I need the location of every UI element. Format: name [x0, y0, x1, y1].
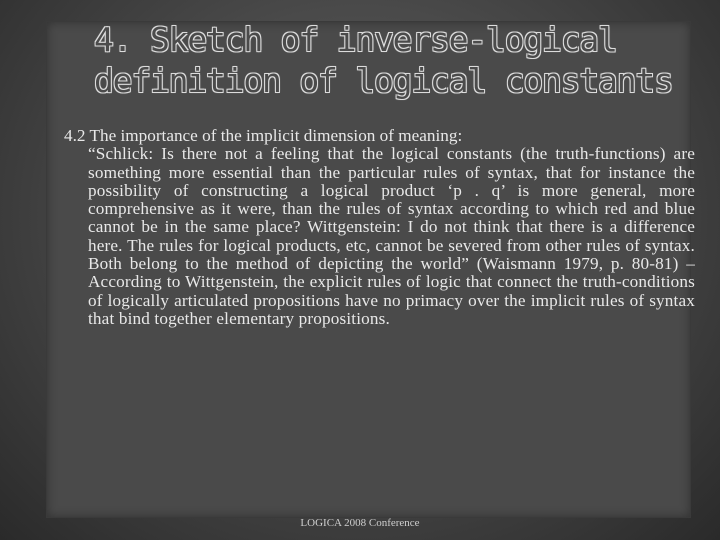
slide-title-line-1: 4. Sketch of inverse-logical: [94, 20, 617, 59]
footer-text: LOGICA 2008 Conference: [300, 517, 420, 529]
slide-body: [64, 127, 700, 328]
slide-title-line-2: definition of logical constants: [94, 61, 673, 100]
quote-paragraph: “Schlick: Is there not a feeling that the logical constants (the truth-functions) are something more essential than the particular rules of syntax, that for instance the possibility of constructing a logical product ‘p . q’ is more general, more comprehensive as it were, than the rules of syntax according to which red and blue cannot be in the same place? Wittgenstein: I do not think that there is a difference here. The rules for logical products, etc, cannot be severed from other rules of syntax. Both belong to the method of depicting the world” (Waismann 1979, p. 80-81) – According to Wittgenstein, the explicit rules of logic that connect the truth-conditions of logically articulated propositions have no primacy over the implicit rules of syntax that bind together elementary propositions.: [88, 144, 695, 328]
subheading: 4.2 The importance of the implicit dimension of meaning:: [64, 126, 463, 145]
slide-title: [94, 19, 673, 101]
